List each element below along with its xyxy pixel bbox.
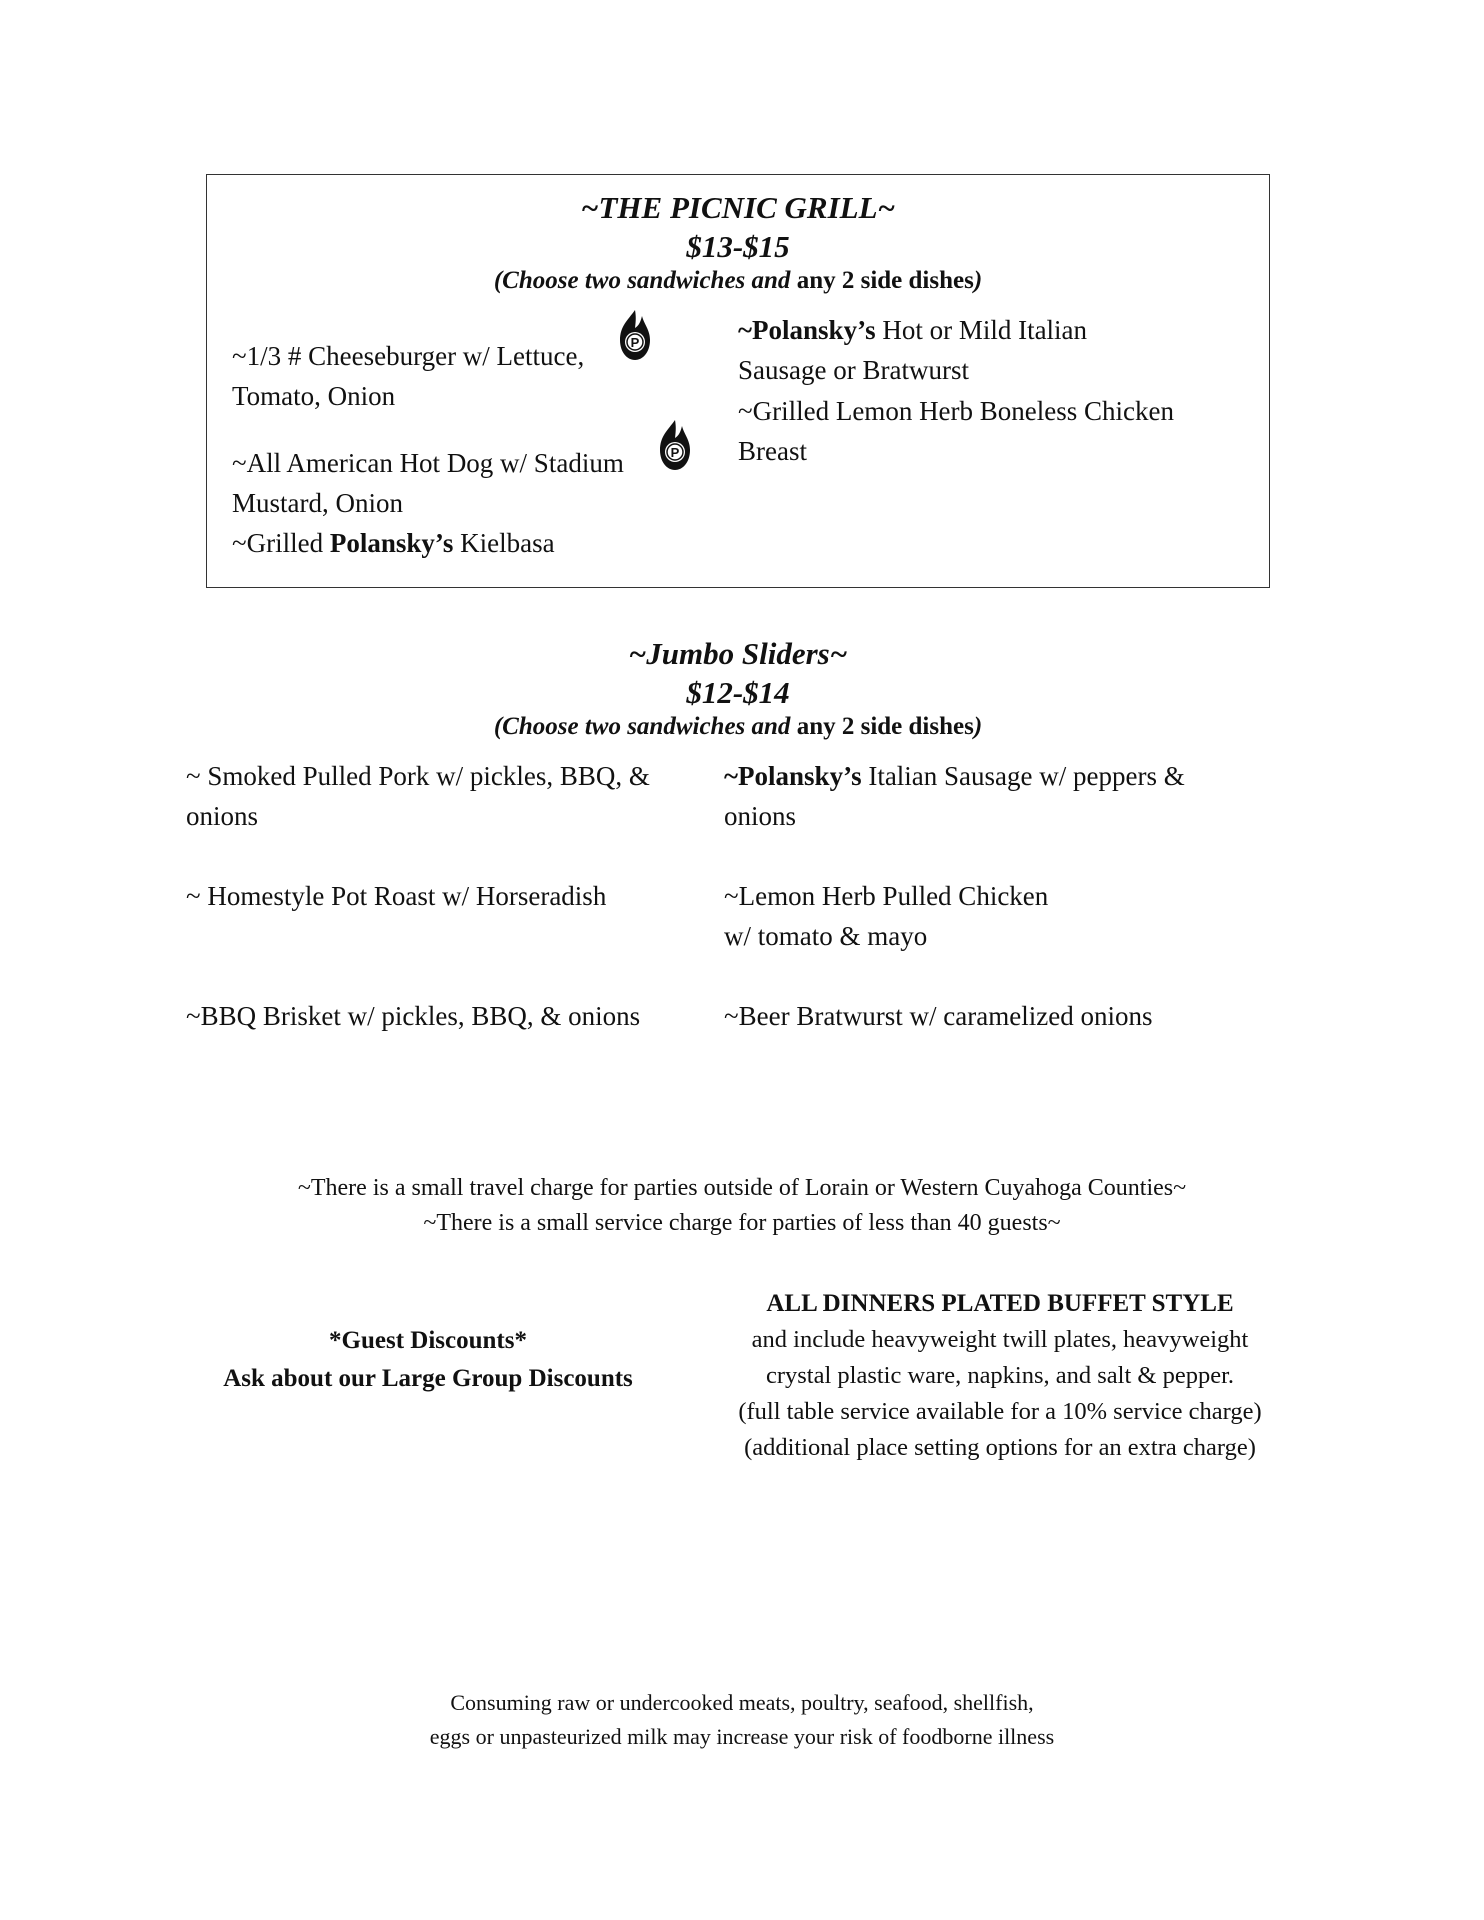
item-line: ~ Smoked Pulled Pork w/ pickles, BBQ, & <box>186 761 650 791</box>
item-line: Tomato, Onion <box>232 381 396 411</box>
polansky-flame-logo-icon <box>654 418 696 472</box>
dinners-line: (additional place setting options for an extra charge) <box>744 1434 1256 1461</box>
item-text: Hot or Mild Italian <box>875 315 1088 345</box>
picnic-price: $13-$15 <box>686 229 790 264</box>
picnic-item-sausage <box>738 310 1087 390</box>
slider-item-pot-roast <box>186 876 606 916</box>
picnic-item-hotdog <box>232 443 624 523</box>
picnic-instr-a: (Choose two sandwiches and <box>493 267 797 294</box>
dinners-block <box>700 1286 1300 1466</box>
sliders-instr-c: ) <box>973 713 983 740</box>
discounts-text: Ask about our Large Group Discounts <box>223 1365 633 1392</box>
item-line: onions <box>724 801 797 831</box>
item-line: Breast <box>738 436 807 466</box>
picnic-item-kielbasa <box>232 523 555 563</box>
item-text: Kielbasa <box>453 528 555 558</box>
item-text: ~Grilled <box>232 528 330 558</box>
slider-item-bratwurst <box>724 996 1152 1036</box>
item-line: ~1/3 # Cheeseburger w/ Lettuce, <box>232 341 585 371</box>
dinners-title: ALL DINNERS PLATED BUFFET STYLE <box>766 1290 1234 1317</box>
item-line: ~Lemon Herb Pulled Chicken <box>724 881 1049 911</box>
item-line: ~BBQ Brisket w/ pickles, BBQ, & onions <box>186 1001 641 1031</box>
sliders-title: ~Jumbo Sliders~ <box>628 636 848 671</box>
dinners-line: (full table service available for a 10% service charge) <box>738 1398 1262 1425</box>
footer-warning-line2: eggs or unpasteurized milk may increase your risk of foodborne illness <box>429 1724 1055 1749</box>
picnic-instr-c: ) <box>973 267 983 294</box>
slider-item-italian-sausage <box>724 756 1185 836</box>
item-line: w/ tomato & mayo <box>724 921 928 951</box>
item-text: Italian Sausage w/ peppers & <box>861 761 1185 791</box>
dinners-line: crystal plastic ware, napkins, and salt & pepper. <box>765 1362 1235 1389</box>
item-line: ~Grilled Lemon Herb Boneless Chicken <box>738 396 1175 426</box>
svg-text:P: P <box>630 335 640 350</box>
sliders-price: $12-$14 <box>686 675 790 710</box>
item-line: ~ Homestyle Pot Roast w/ Horseradish <box>186 881 607 911</box>
discounts-title: *Guest Discounts* <box>329 1327 527 1354</box>
item-line: Mustard, Onion <box>232 488 403 518</box>
picnic-title: ~THE PICNIC GRILL~ <box>580 190 896 225</box>
dinners-line: and include heavyweight twill plates, heavyweight <box>751 1326 1249 1353</box>
sliders-instr-a: (Choose two sandwiches and <box>493 713 797 740</box>
slider-item-lemon-chicken <box>724 876 1048 956</box>
brand-name: ~Polansky’s <box>724 761 862 791</box>
picnic-instructions <box>206 264 1270 298</box>
picnic-item-cheeseburger <box>232 336 584 416</box>
service-charge-note: ~There is a small service charge for parties of less than 40 guests~ <box>423 1210 1061 1236</box>
item-line <box>738 310 1087 350</box>
svg-text:P: P <box>670 445 680 460</box>
brand-name: ~Polansky’s <box>738 315 876 345</box>
polansky-flame-logo-icon <box>614 308 656 362</box>
picnic-item-chicken <box>738 391 1174 471</box>
slider-item-brisket <box>186 996 640 1036</box>
item-line: Sausage or Bratwurst <box>738 355 969 385</box>
picnic-instr-b: any 2 side dishes <box>796 267 974 294</box>
travel-charge-note: ~There is a small travel charge for parties outside of Lorain or Western Cuyahoga Counties~ <box>297 1175 1187 1201</box>
brand-name: Polansky’s <box>329 528 454 558</box>
item-line: ~All American Hot Dog w/ Stadium <box>232 448 624 478</box>
footer-warning-line1: Consuming raw or undercooked meats, poultry, seafood, shellfish, <box>450 1690 1034 1715</box>
sliders-instr-b: any 2 side dishes <box>796 713 974 740</box>
item-line <box>724 756 1185 796</box>
item-line: onions <box>186 801 259 831</box>
item-line: ~Beer Bratwurst w/ caramelized onions <box>724 1001 1153 1031</box>
slider-item-pulled-pork <box>186 756 650 836</box>
sliders-instructions <box>206 710 1270 744</box>
